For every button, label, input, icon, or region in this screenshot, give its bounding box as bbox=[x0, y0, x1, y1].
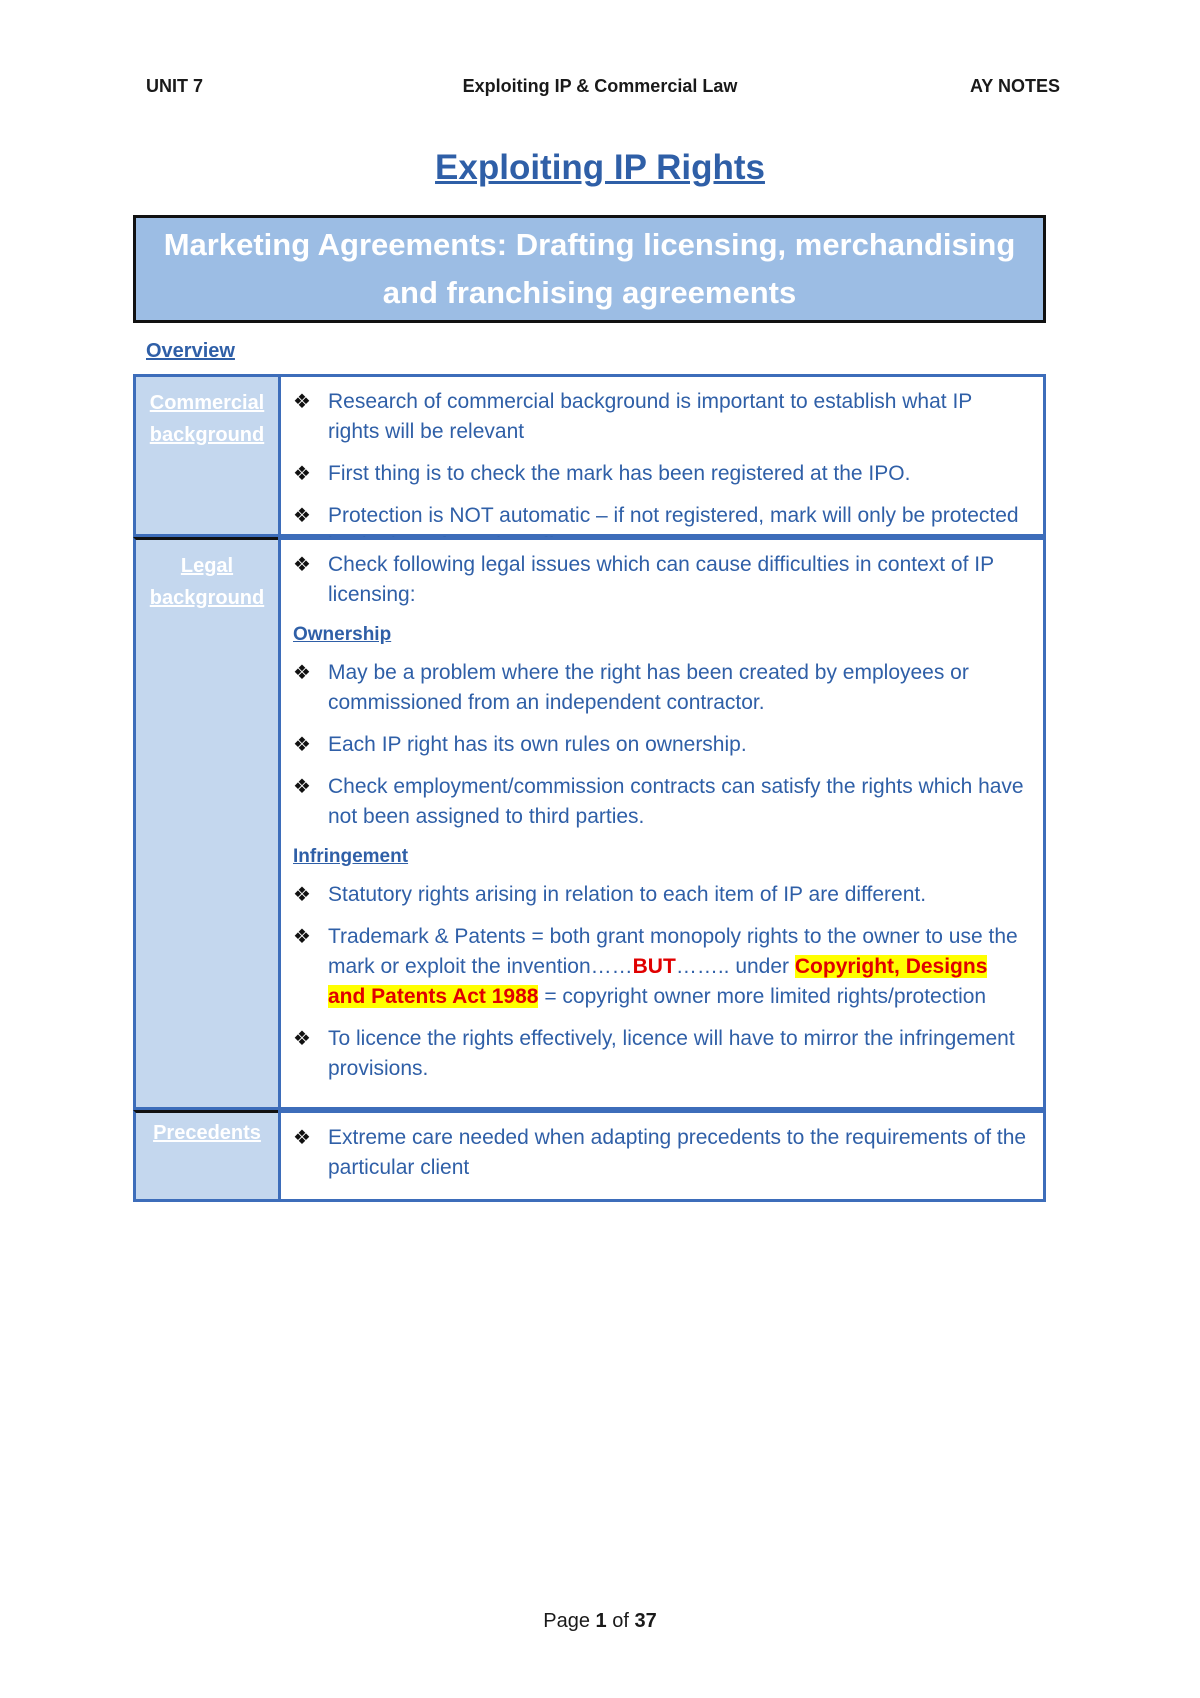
row-body-commercial bbox=[278, 374, 1046, 537]
list-item: ❖ Each IP right has its own rules on ownership. bbox=[293, 730, 1029, 760]
header-unit: UNIT 7 bbox=[146, 76, 204, 96]
diamond-bullet-icon: ❖ bbox=[293, 776, 311, 798]
row-label-commercial bbox=[133, 374, 278, 537]
section-heading bbox=[146, 221, 1034, 317]
section-heading-line1: Marketing Agreements: Drafting licensing, merchandising bbox=[163, 227, 1016, 262]
row-label-text: Commercial background bbox=[149, 392, 265, 446]
diamond-bullet-icon: ❖ bbox=[293, 662, 311, 684]
overview-table bbox=[133, 374, 1046, 1202]
diamond-bullet-icon: ❖ bbox=[293, 1127, 311, 1149]
list-item: ❖ Check employment/commission contracts can satisfy the rights which have not been assigned to third parties. bbox=[293, 772, 1029, 832]
but-emphasis: BUT bbox=[632, 955, 676, 978]
section-heading-line2: and franchising agreements bbox=[382, 275, 797, 310]
diamond-bullet-icon: ❖ bbox=[293, 734, 311, 756]
list-item: ❖ Statutory rights arising in relation to each item of IP are different. bbox=[293, 880, 1029, 910]
diamond-bullet-icon: ❖ bbox=[293, 391, 311, 413]
table-row-legal bbox=[133, 537, 1046, 1110]
row-body-precedents bbox=[278, 1110, 1046, 1202]
diamond-bullet-icon: ❖ bbox=[293, 463, 311, 485]
row-label-text: Legal background bbox=[149, 555, 265, 609]
list-item: ❖ Check following legal issues which can cause difficulties in context of IP licensing: bbox=[293, 550, 1029, 610]
trademark-bullet-text: Trademark & Patents = both grant monopoly rights to the owner to use the mark or exploit the invention……BUT…….. under Copyright, Designs and Patents Act 1988 = copyright owner more limited rights/protection bbox=[328, 925, 1018, 1008]
diamond-bullet-icon: ❖ bbox=[293, 884, 311, 906]
ownership-subheading: Ownership bbox=[293, 624, 392, 645]
footer-current-page: 1 bbox=[595, 1610, 607, 1632]
list-item: ❖ Extreme care needed when adapting precedents to the requirements of the particular client bbox=[293, 1123, 1029, 1183]
diamond-bullet-icon: ❖ bbox=[293, 926, 311, 948]
list-item: ❖ Protection is NOT automatic – if not registered, mark will only be protected bbox=[293, 501, 1029, 561]
footer-page-word: Page bbox=[543, 1610, 590, 1632]
list-item: ❖ May be a problem where the right has been created by employees or commissioned from an independent contractor. bbox=[293, 658, 1029, 718]
table-row-precedents bbox=[133, 1110, 1046, 1202]
diamond-bullet-icon: ❖ bbox=[293, 1028, 311, 1050]
list-item: ❖ Research of commercial background is important to establish what IP rights will be relevant bbox=[293, 387, 1029, 447]
row-label-text: Precedents bbox=[153, 1122, 261, 1144]
footer-total-pages: 37 bbox=[634, 1610, 657, 1632]
list-item bbox=[293, 922, 1029, 1012]
act-highlight: Copyright, Designs and Patents Act 1988 bbox=[328, 955, 988, 1008]
list-item: ❖ First thing is to check the mark has been registered at the IPO. bbox=[293, 459, 1029, 489]
row-body-legal bbox=[278, 537, 1046, 1110]
header-course-title: Exploiting IP & Commercial Law bbox=[462, 76, 738, 96]
page-footer bbox=[0, 1610, 1200, 1633]
table-row-commercial bbox=[133, 374, 1046, 537]
infringement-subheading: Infringement bbox=[293, 846, 409, 867]
list-item: ❖ To licence the rights effectively, licence will have to mirror the infringement provisions. bbox=[293, 1024, 1029, 1084]
section-heading-box bbox=[133, 215, 1046, 323]
row-label-legal bbox=[133, 537, 278, 1110]
footer-of-word: of bbox=[612, 1610, 629, 1632]
overview-heading: Overview bbox=[146, 340, 235, 362]
diamond-bullet-icon: ❖ bbox=[293, 554, 311, 576]
page-title: Exploiting IP Rights bbox=[435, 148, 765, 187]
row-label-precedents bbox=[133, 1110, 278, 1202]
diamond-bullet-icon: ❖ bbox=[293, 505, 311, 527]
header-notes-label: AY NOTES bbox=[969, 76, 1060, 96]
